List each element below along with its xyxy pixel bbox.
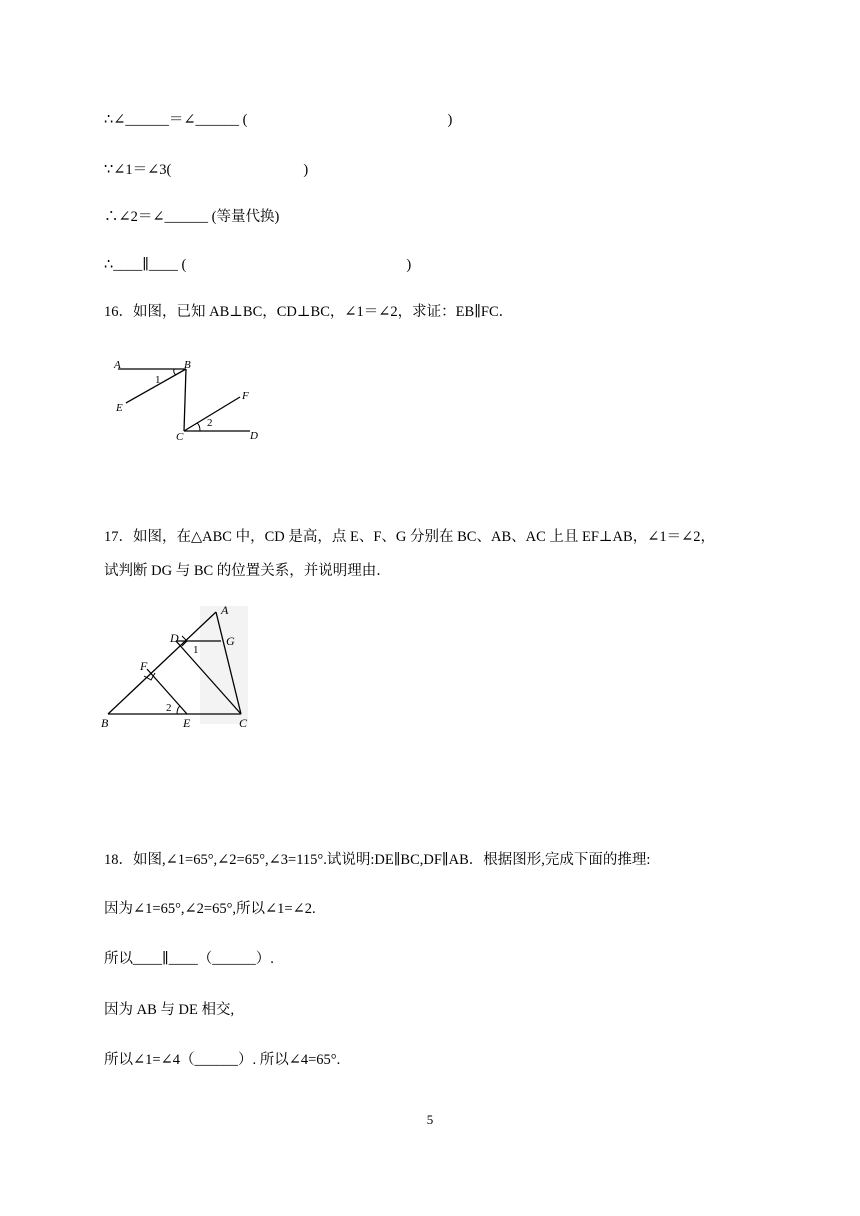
- q16-figure: [104, 355, 274, 447]
- angle-1-label: 1: [155, 374, 161, 386]
- proof-line-1-text: ∴∠______＝∠______ (: [104, 112, 248, 128]
- label-c: C: [239, 716, 248, 730]
- q18-line-5: 所以∠1=∠4（______）. 所以∠4=65°.: [104, 1052, 341, 1068]
- proof-line-2-close: ): [303, 162, 309, 178]
- page-number: 5: [426, 1112, 434, 1127]
- proof-line-4-text: ∴____∥____ (: [104, 257, 187, 273]
- angle-2-arc: [197, 423, 200, 431]
- label-e: E: [116, 402, 123, 414]
- proof-line-3: [104, 207, 279, 227]
- proof-line-4: [104, 255, 411, 275]
- label-e: E: [183, 716, 191, 730]
- proof-line-2-text: ∵∠1＝∠3(: [104, 162, 172, 178]
- proof-line-1-close: ): [447, 112, 453, 128]
- label-d: D: [170, 631, 179, 645]
- q18-line-2: 因为∠1=65°,∠2=65°,所以∠1=∠2.: [104, 901, 316, 917]
- label-a: A: [221, 603, 229, 617]
- line-ba: [108, 612, 216, 714]
- angle-1-arc: [174, 369, 176, 375]
- q17-text-line-2: 试判断 DG 与 BC 的位置关系，并说明理由．: [104, 563, 391, 579]
- q17-figure: [100, 600, 260, 732]
- label-c: C: [176, 431, 184, 443]
- q18-line-1: 18．如图,∠1=65°,∠2=65°,∠3=115°.试说明:DE∥BC,DF∥AB．根据图形,完成下面的推理:: [104, 852, 651, 868]
- label-a: A: [114, 359, 121, 371]
- proof-line-4-close: ): [406, 257, 412, 273]
- label-f: F: [140, 659, 148, 673]
- q16-text: 16．如图，已知 AB⊥BC，CD⊥BC，∠1＝∠2，求证：EB∥FC．: [104, 304, 514, 320]
- proof-line-2: [104, 160, 308, 180]
- angle-2-label: 2: [166, 702, 172, 714]
- proof-line-3-text: ∴∠2＝∠______ (等量代换): [104, 209, 280, 225]
- q17-text-line-1: 17．如图，在△ABC 中，CD 是高，点 E、F、G 分别在 BC、AB、AC 上且 EF⊥AB，∠1＝∠2，: [104, 529, 716, 545]
- q18-line-3: 所以____∥____（______）.: [104, 951, 274, 967]
- label-b: B: [184, 359, 191, 371]
- label-d: D: [250, 430, 258, 442]
- label-f: F: [242, 390, 249, 402]
- scan-shadow: [200, 606, 248, 724]
- angle-2-label: 2: [207, 417, 213, 429]
- line-bc: [184, 369, 186, 431]
- q18-line-4: 因为 AB 与 DE 相交,: [104, 1002, 235, 1018]
- angle-2-arc: [177, 706, 180, 714]
- label-b: B: [101, 716, 109, 730]
- proof-line-1: [104, 110, 452, 130]
- label-g: G: [226, 634, 235, 648]
- angle-1-label: 1: [193, 644, 199, 656]
